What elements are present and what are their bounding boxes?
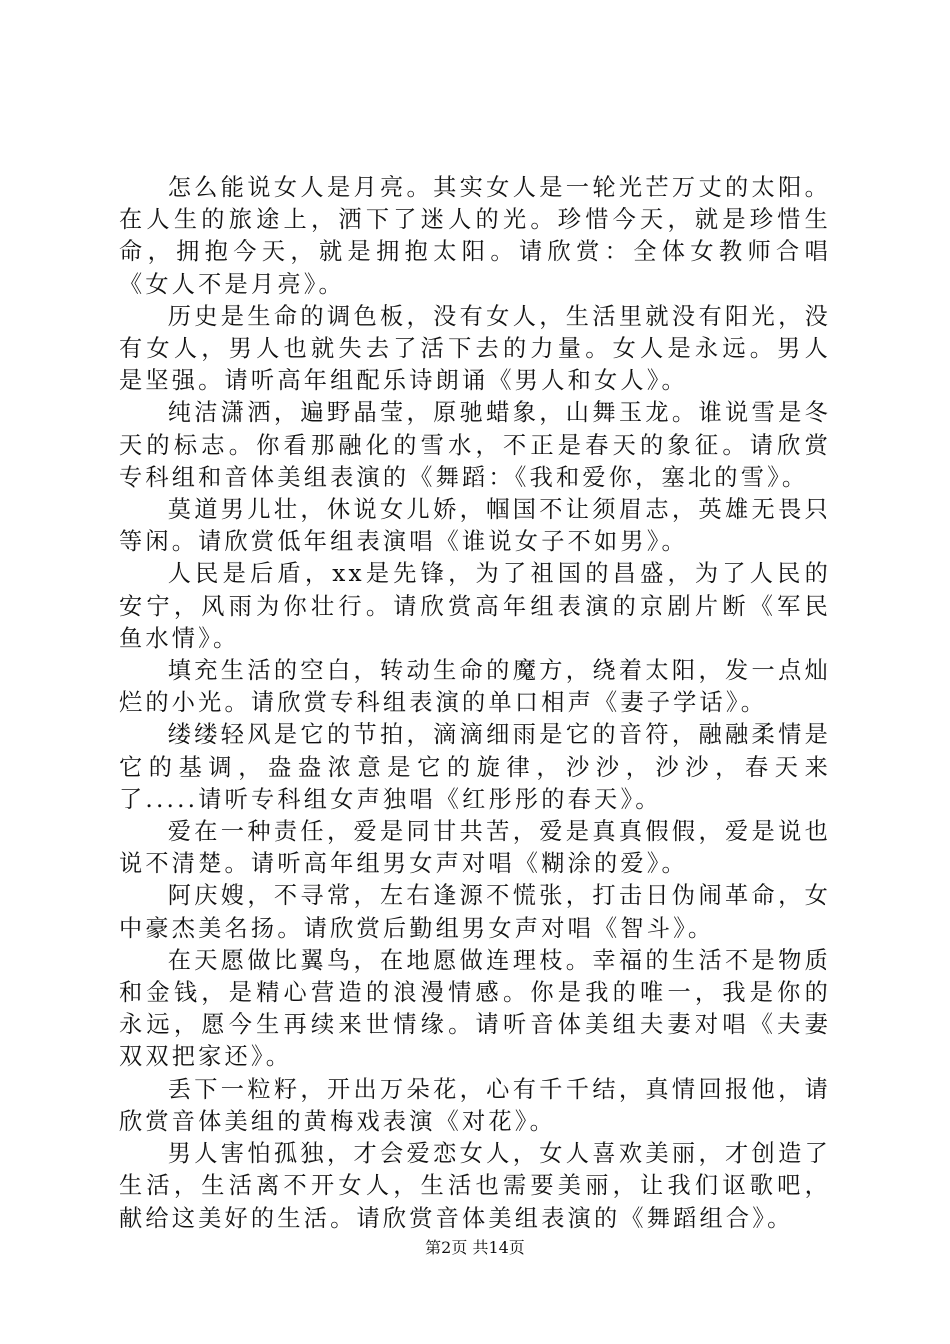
paragraph-10: 在天愿做比翼鸟，在地愿做连理枝。幸福的生活不是物质和金钱，是精心营造的浪漫情感。你是我的唯一，我是你的永远，愿今生再续来世情缘。请听音体美组夫妻对唱《夫妻双双把家还》。 xyxy=(119,946,831,1071)
paragraph-12: 男人害怕孤独，才会爱恋女人，女人喜欢美丽，才创造了生活，生活离不开女人，生活也需要美丽，让我们讴歌吧，献给这美好的生活。请欣赏音体美组表演的《舞蹈组合》。 xyxy=(119,1140,831,1232)
paragraph-6: 填充生活的空白，转动生命的魔方，绕着太阳，发一点灿烂的小光。请欣赏专科组表演的单口相声《妻子学话》。 xyxy=(119,657,831,717)
paragraph-2: 历史是生命的调色板，没有女人，生活里就没有阳光，没有女人，男人也就失去了活下去的力量。女人是永远。男人是坚强。请听高年组配乐诗朗诵《男人和女人》。 xyxy=(119,302,831,395)
paragraph-9: 阿庆嫂，不寻常，左右逢源不慌张，打击日伪闹革命，女中豪杰美名扬。请欣赏后勤组男女声对唱《智斗》。 xyxy=(119,882,831,942)
paragraph-7: 缕缕轻风是它的节拍，滴滴细雨是它的音符，融融柔情是它的基调，盎盎浓意是它的旋律，沙沙，沙沙，春天来了.....请听专科组女声独唱《红彤彤的春天》。 xyxy=(119,721,831,813)
paragraph-11: 丢下一粒籽，开出万朵花，心有千千结，真情回报他，请欣赏音体美组的黄梅戏表演《对花》。 xyxy=(119,1075,831,1135)
paragraph-3: 纯洁潇洒，遍野晶莹，原驰蜡象，山舞玉龙。谁说雪是冬天的标志。你看那融化的雪水，不正是春天的象征。请欣赏专科组和音体美组表演的《舞蹈：《我和爱你，塞北的雪》。 xyxy=(119,399,831,491)
paragraph-5: 人民是后盾，xx是先锋，为了祖国的昌盛，为了人民的安宁，风雨为你壮行。请欣赏高年组表演的京剧片断《军民鱼水情》。 xyxy=(119,560,831,652)
document-body xyxy=(119,172,831,1235)
page-number-footer: 第2页 共14页 xyxy=(425,1238,525,1257)
paragraph-8: 爱在一种责任，爱是同甘共苦，爱是真真假假，爱是说也说不清楚。请听高年组男女声对唱《糊涂的爱》。 xyxy=(119,818,831,878)
paragraph-1: 怎么能说女人是月亮。其实女人是一轮光芒万丈的太阳。在人生的旅途上，洒下了迷人的光。珍惜今天，就是珍惜生命，拥抱今天，就是拥抱太阳。请欣赏：全体女教师合唱《女人不是月亮》。 xyxy=(119,174,831,298)
paragraph-4: 莫道男儿壮，休说女儿娇，帼国不让须眉志，英雄无畏只等闲。请欣赏低年组表演唱《谁说女子不如男》。 xyxy=(119,496,831,556)
